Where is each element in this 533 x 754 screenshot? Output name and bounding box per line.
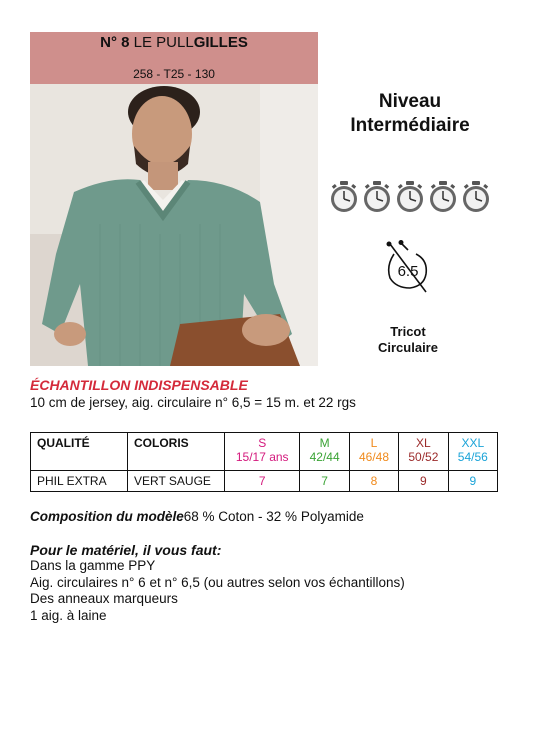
level-label: Niveau	[378, 91, 442, 112]
size-header-xxl	[448, 433, 497, 471]
pattern-reference: 258 - T25 - 130	[133, 67, 215, 81]
technique-line2: Circulaire	[378, 340, 438, 355]
sizes-header-row	[31, 433, 498, 471]
size-detail: 50/52	[408, 450, 439, 464]
color-header: COLORIS	[128, 433, 225, 471]
size-label: XL	[416, 436, 431, 450]
sample-text: 10 cm de jersey, aig. circulaire n° 6,5 = 15 m. et 22 rgs	[30, 395, 356, 410]
size-header-l	[349, 433, 398, 471]
size-header-m	[300, 433, 349, 471]
composition-label: Composition du modèle	[30, 509, 184, 524]
skein-count-s: 7	[225, 471, 300, 492]
size-detail: 46/48	[358, 450, 390, 464]
skein-count-xxl: 9	[448, 471, 497, 492]
quality-header: QUALITÉ	[31, 433, 128, 471]
knitting-technique	[340, 324, 476, 356]
difficulty-stopwatches	[328, 180, 493, 214]
size-header-xl	[399, 433, 448, 471]
size-label: XXL	[461, 436, 485, 450]
list-item: Aig. circulaires n° 6 et n° 6,5 (ou autres selon vos échantillons)	[30, 574, 405, 590]
size-detail: 15/17 ans	[235, 450, 289, 464]
knitting-needles-icon	[380, 240, 436, 296]
material-list	[30, 558, 405, 624]
pattern-number: N° 8	[100, 34, 130, 51]
size-header-s	[225, 433, 300, 471]
skein-count-l: 8	[349, 471, 398, 492]
composition	[30, 509, 364, 524]
color-cell: VERT SAUGE	[128, 471, 225, 492]
technique-line1: Tricot	[390, 324, 426, 339]
size-label: L	[370, 436, 378, 450]
list-item: Dans la gamme PPY	[30, 558, 156, 573]
material-heading: Pour le matériel, il vous faut:	[30, 542, 222, 558]
difficulty-level	[330, 90, 490, 138]
list-item: Des anneaux marqueurs	[30, 591, 178, 606]
stopwatch-icon	[460, 180, 492, 214]
pattern-name-prefix: LE PULL	[129, 34, 194, 51]
composition-value: 68 % Coton - 32 % Polyamide	[183, 509, 364, 524]
skein-count-m: 7	[300, 471, 349, 492]
level-value: Intermédiaire	[350, 115, 470, 136]
list-item: 1 aig. à laine	[30, 607, 107, 623]
sample-heading: ÉCHANTILLON INDISPENSABLE	[30, 377, 248, 393]
size-label: S	[258, 436, 267, 450]
skein-count-xl: 9	[399, 471, 448, 492]
pattern-name: GILLES	[193, 34, 248, 51]
size-detail: 42/44	[309, 450, 340, 464]
table-row	[31, 471, 498, 492]
sizes-table	[30, 432, 498, 492]
size-label: M	[319, 436, 330, 450]
stopwatch-icon	[394, 180, 426, 214]
hero-image	[30, 32, 318, 366]
needle-size-value: 6.5	[397, 263, 419, 280]
stopwatch-icon	[427, 180, 459, 214]
stopwatch-icon	[328, 180, 360, 214]
stopwatch-icon	[361, 180, 393, 214]
size-detail: 54/56	[457, 450, 488, 464]
quality-cell: PHIL EXTRA	[31, 471, 128, 492]
pattern-title	[30, 34, 318, 51]
model-photo	[30, 84, 318, 366]
